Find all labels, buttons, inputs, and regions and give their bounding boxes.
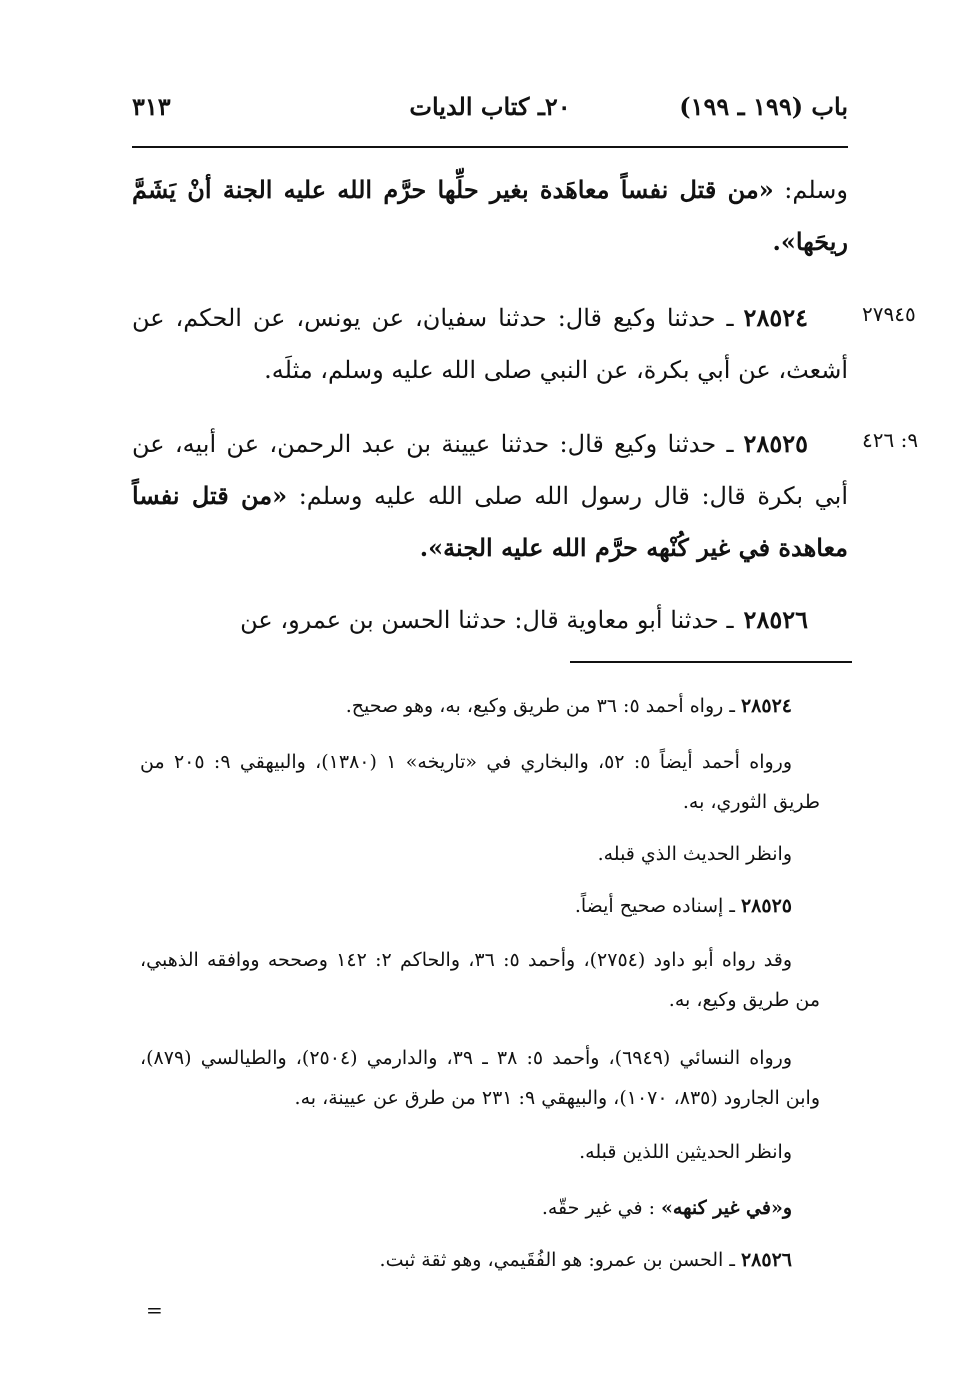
hadith-paragraph	[132, 292, 848, 396]
opening-quote: «من قتل نفساً معاهَدة بغير حلِّها حرَّم الله عليه الجنة أنْ يَشَمَّ ريحَها».	[132, 175, 848, 256]
footnote	[140, 1188, 820, 1228]
hadith-number: ٢٨٥٢٦	[743, 605, 808, 634]
hadith-paragraph	[132, 418, 848, 574]
margin-reference: ٩: ٤٢٦	[862, 428, 919, 452]
margin-reference: ٢٧٩٤٥	[862, 302, 916, 326]
hadith-number: ٢٨٥٢٤	[743, 303, 808, 332]
hadith-text: ـ حدثنا وكيع قال: حدثنا عيينة بن عبد الرحمن، عن أبيه، عن أبي بكرة قال: قال رسول الله صلى الله عليه وسلم:	[132, 430, 848, 510]
header-rule	[132, 146, 848, 148]
hadith-quote: «من قتل نفساً معاهدة في غير كُنْهه حرَّم الله عليه الجنة».	[132, 481, 848, 562]
footnote-text: ـ الحسن بن عمرو: هو الفُقَيمي، وهو ثقة ثبت.	[379, 1249, 741, 1271]
book-title: ٢٠ـ كتاب الديات	[409, 92, 571, 121]
footnote	[140, 686, 820, 726]
footnote	[140, 886, 820, 926]
page-number: ٣١٣	[132, 92, 171, 121]
footnote-text: وانظر الحديث الذي قبله.	[597, 843, 792, 865]
footnote	[140, 1038, 820, 1118]
footnote-number: ٢٨٥٢٥	[740, 895, 792, 917]
chapter-range: باب (١٩٩ ـ ١٩٩)	[679, 92, 848, 121]
hadith-number: ٢٨٥٢٥	[743, 429, 808, 458]
footnote	[140, 1240, 820, 1280]
footnote	[140, 742, 820, 822]
footnote-term: و«في غير كنهه»	[661, 1197, 792, 1219]
footnote	[140, 1132, 820, 1172]
footnote-separator	[570, 661, 852, 663]
footnote-text: ـ رواه أحمد ٥: ٣٦ من طريق وكيع، به، وهو صحيح.	[345, 695, 741, 717]
footnote-text: ورواه النسائي (٦٩٤٩)، وأحمد ٥: ٣٨ ـ ٣٩، والدارمي (٢٥٠٤)، والطيالسي (٨٧٩)، وابن الجارود (٨٣٥، ١٠٧٠)، والبيهقي ٩: ٢٣١ من طرق عن عيينة، به.	[140, 1047, 820, 1109]
opening-paragraph	[132, 164, 848, 268]
footnote	[140, 940, 820, 1020]
continuation-mark: =	[146, 1298, 163, 1322]
footnote-number: ٢٨٥٢٦	[740, 1249, 792, 1271]
footnote	[140, 834, 820, 874]
hadith-paragraph	[132, 594, 848, 646]
running-header	[132, 92, 848, 132]
hadith-text: ـ حدثنا وكيع قال: حدثنا سفيان، عن يونس، عن الحكم، عن أشعث، عن أبي بكرة، عن النبي صلى الله عليه وسلم، مثلَه.	[132, 304, 848, 384]
opening-lead: وسلم:	[773, 176, 849, 204]
footnote-text: وانظر الحديثين اللذين قبله.	[579, 1141, 792, 1163]
footnote-text: ورواه أحمد أيضاً ٥: ٥٢، والبخاري في «تاريخه» ١ (١٣٨٠)، والبيهقي ٩: ٢٠٥ من طريق الثوري، به.	[140, 751, 820, 813]
hadith-text: ـ حدثنا أبو معاوية قال: حدثنا الحسن بن عمرو، عن	[240, 606, 734, 634]
footnote-number: ٢٨٥٢٤	[740, 695, 792, 717]
footnote-text: : في غير حقّه.	[541, 1197, 662, 1219]
footnote-text: وقد رواه أبو داود (٢٧٥٤)، وأحمد ٥: ٣٦، والحاكم ٢: ١٤٢ وصححه ووافقه الذهبي، من طريق وكيع، به.	[140, 949, 820, 1011]
footnote-text: ـ إسناده صحيح أيضاً.	[574, 895, 741, 917]
